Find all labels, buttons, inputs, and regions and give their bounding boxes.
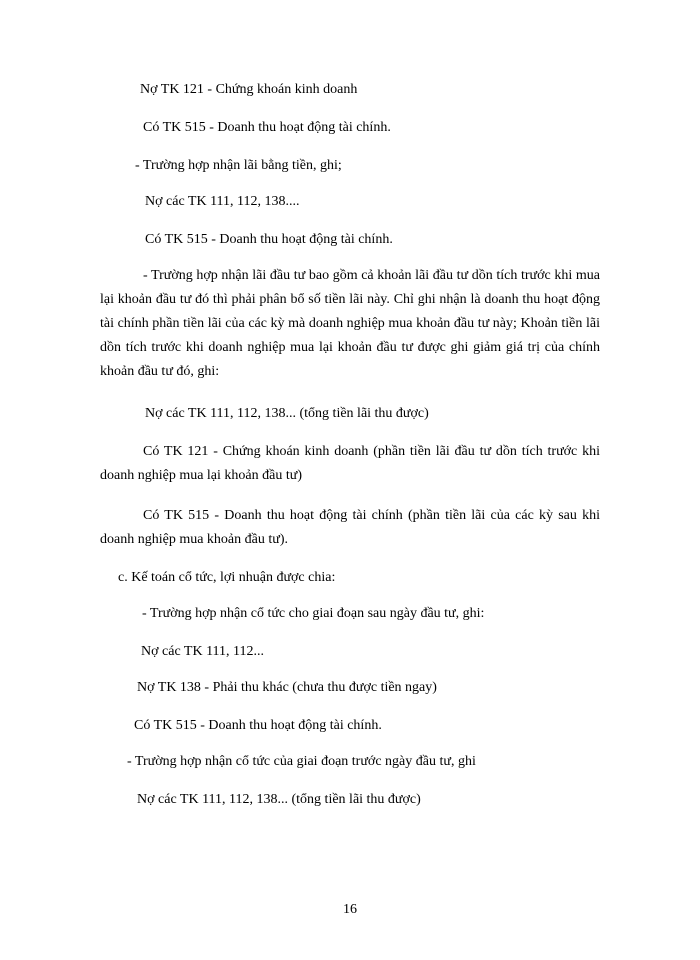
case-dividend-after: - Trường hợp nhận cổ tức cho giai đoạn sau ngày đầu tư, ghi: xyxy=(142,606,485,621)
entry-credit-515: Có TK 515 - Doanh thu hoạt động tài chính. xyxy=(143,120,391,135)
paragraph-accrued-interest: - Trường hợp nhận lãi đầu tư bao gồm cả khoản lãi đầu tư dồn tích trước khi mua lại khoản đầu tư đó thì phải phân bổ số tiền lãi này. Chỉ ghi nhận là doanh thu hoạt động tài chính phần tiền lãi của các kỳ mà doanh nghiệp mua khoản đầu tư này; Khoản tiền lãi dồn tích trước khi doanh nghiệp mua lại khoản đầu tư được ghi giảm giá trị của chính khoản đầu tư đó, ghi: xyxy=(100,268,600,379)
entry-debit-total-interest: Nợ các TK 111, 112, 138... (tổng tiền lãi thu được) xyxy=(145,406,429,421)
entry-credit-515-3: Có TK 515 - Doanh thu hoạt động tài chính. xyxy=(134,718,382,733)
section-heading-dividends: c. Kế toán cổ tức, lợi nhuận được chia: xyxy=(118,570,336,585)
entry-credit-515-2: Có TK 515 - Doanh thu hoạt động tài chính. xyxy=(145,232,393,247)
page-number: 16 xyxy=(343,902,357,917)
case-interest-cash: - Trường hợp nhận lãi bằng tiền, ghi; xyxy=(135,158,342,173)
entry-debit-138: Nợ TK 138 - Phải thu khác (chưa thu được tiền ngay) xyxy=(137,680,437,695)
entry-debit-total-interest-2: Nợ các TK 111, 112, 138... (tổng tiền lãi thu được) xyxy=(137,792,421,807)
paragraph-credit-515: Có TK 515 - Doanh thu hoạt động tài chính (phần tiền lãi của các kỳ sau khi doanh nghiệp mua khoản đầu tư). xyxy=(100,508,600,547)
entry-debit-121: Nợ TK 121 - Chứng khoán kinh doanh xyxy=(140,82,358,97)
entry-debit-111-112-138: Nợ các TK 111, 112, 138.... xyxy=(145,194,300,209)
entry-debit-111-112: Nợ các TK 111, 112... xyxy=(141,644,265,659)
paragraph-credit-121: Có TK 121 - Chứng khoán kinh doanh (phần tiền lãi đầu tư dồn tích trước khi doanh nghiệp mua lại khoản đầu tư) xyxy=(100,444,600,483)
case-dividend-before: - Trường hợp nhận cổ tức của giai đoạn trước ngày đầu tư, ghi xyxy=(127,754,476,769)
